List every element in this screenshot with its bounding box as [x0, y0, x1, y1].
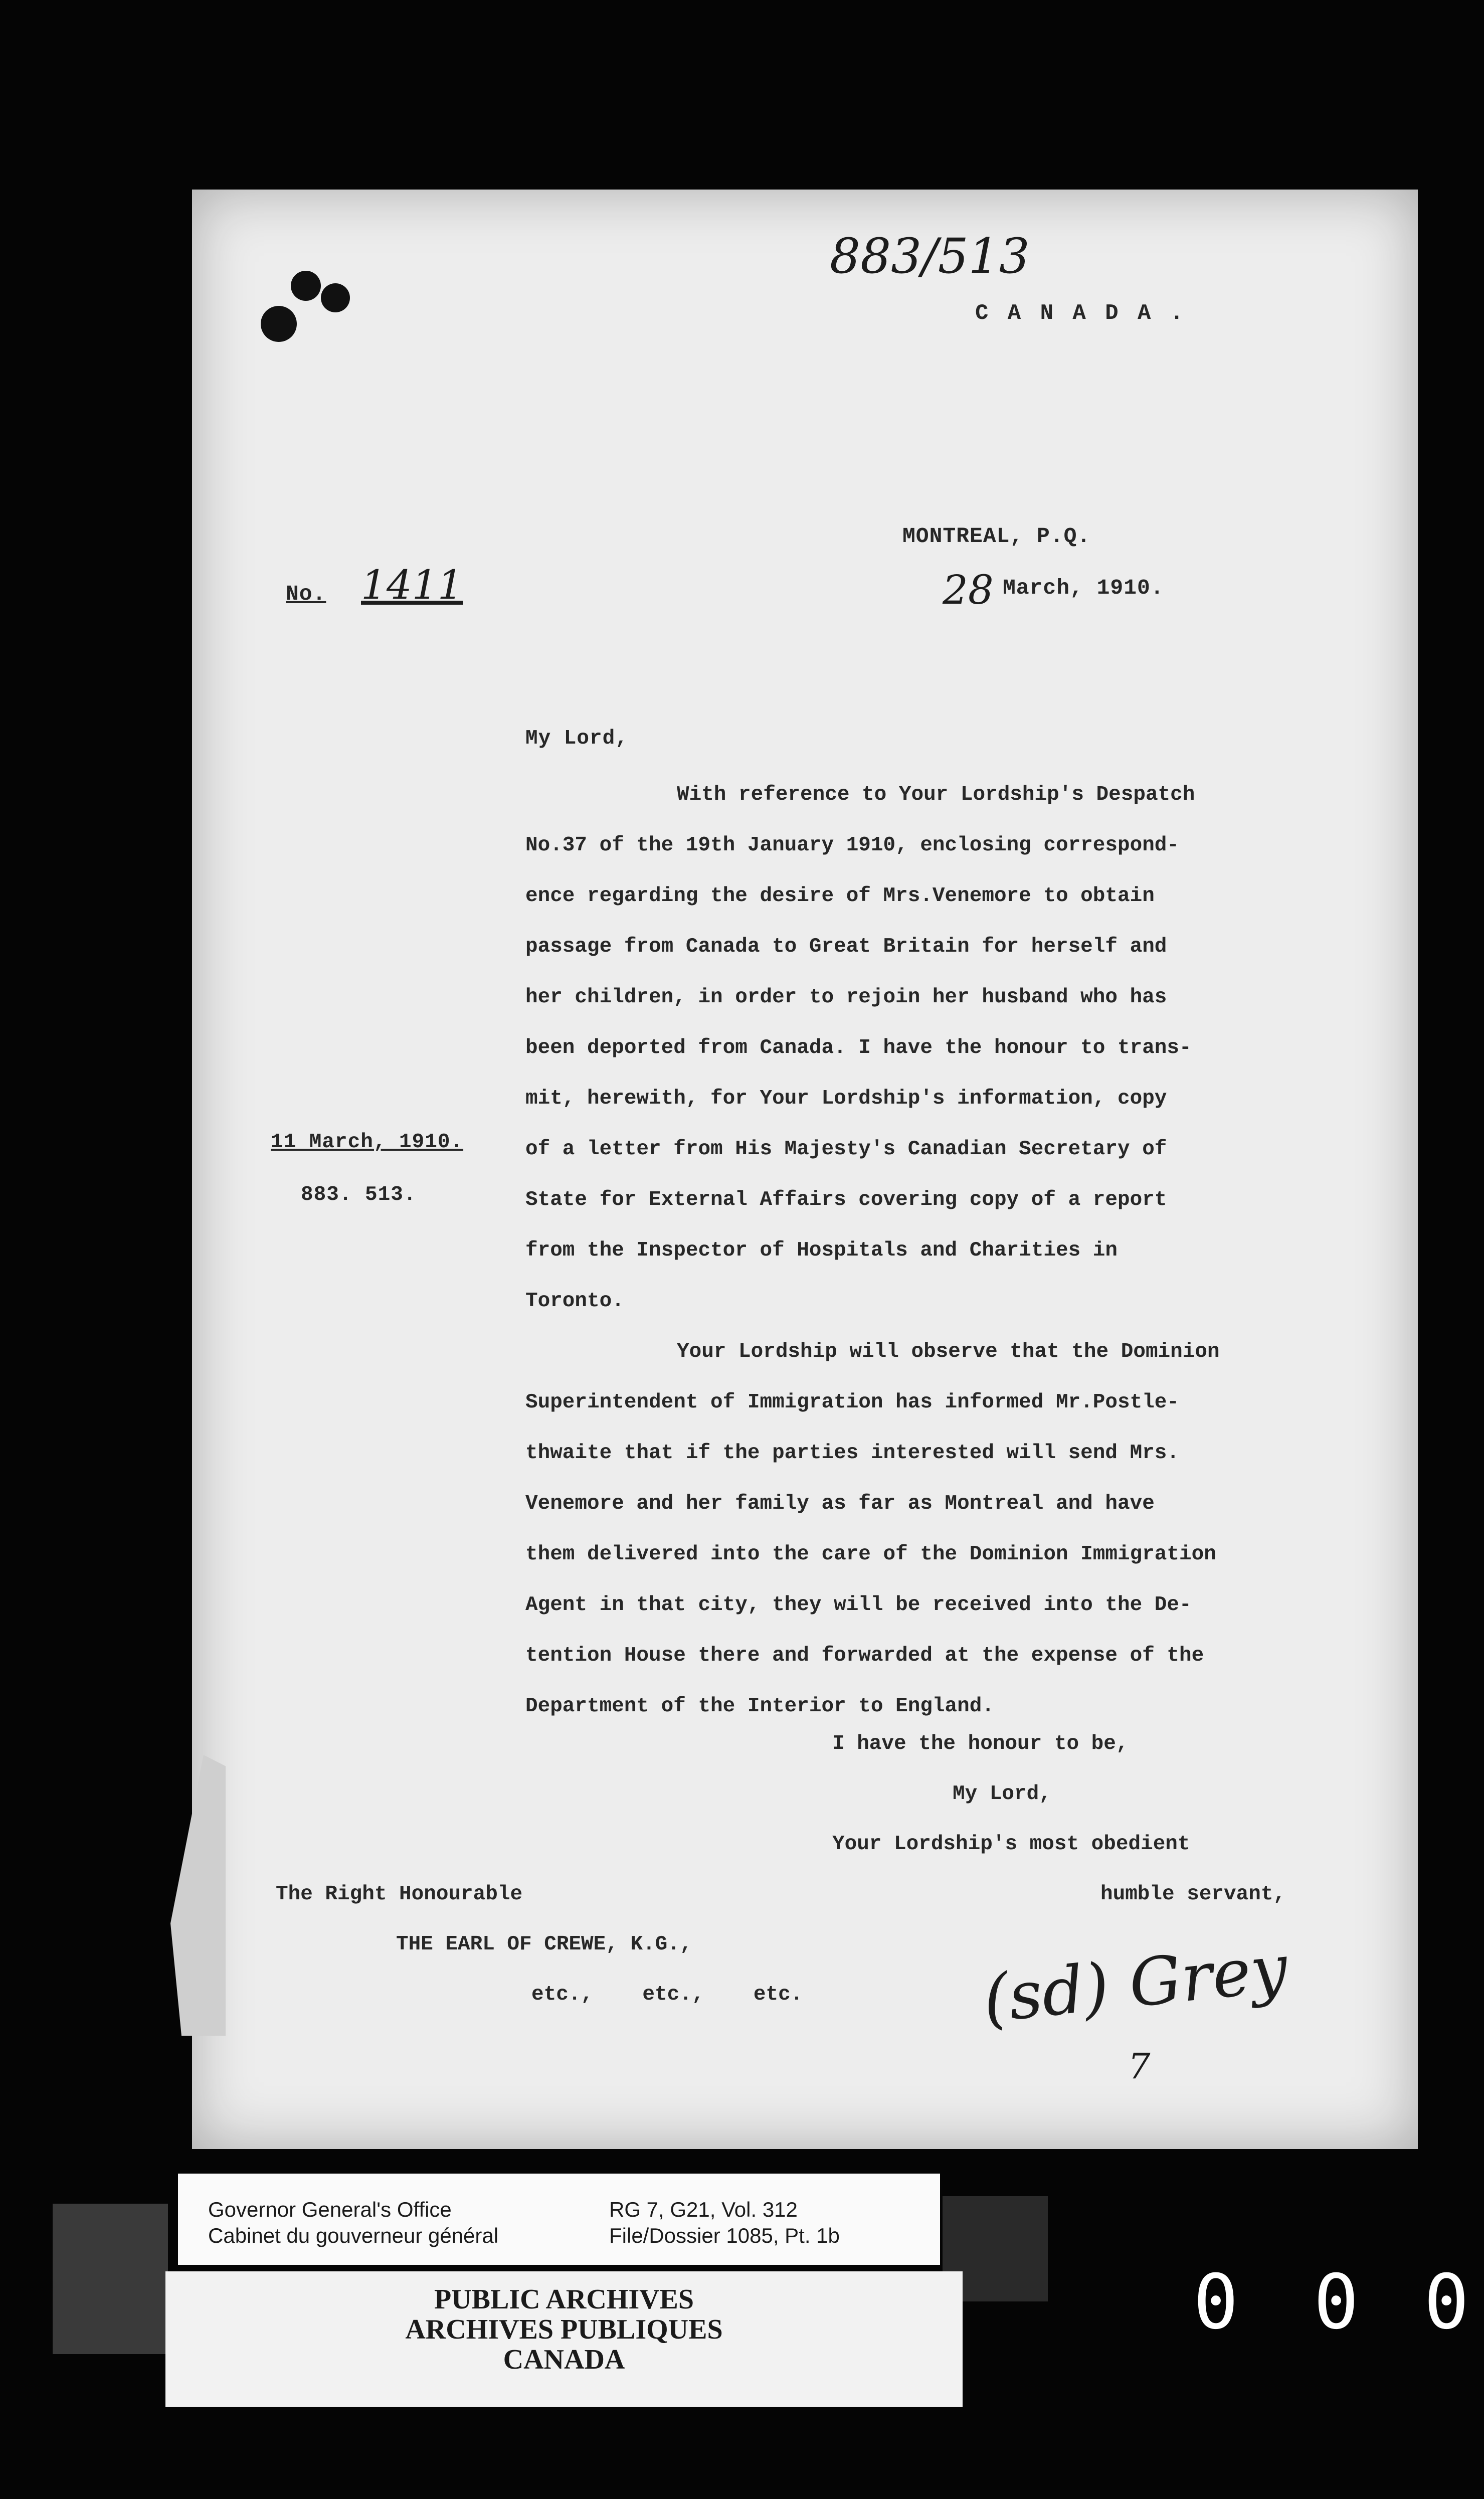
closing-line: Your Lordship's most obedient — [832, 1833, 1190, 1856]
punch-hole — [321, 283, 350, 312]
archive-reference-label — [178, 2174, 940, 2265]
body-line: passage from Canada to Great Britain for herself and — [525, 935, 1167, 958]
handwritten-mark: 7 — [1128, 2046, 1151, 2087]
body-line: State for External Affairs covering copy of a report — [525, 1188, 1167, 1211]
body-line: Venemore and her family as far as Montreal and have — [525, 1492, 1155, 1515]
despatch-number: 1411 — [361, 562, 463, 608]
archives-title-en: PUBLIC ARCHIVES — [434, 2284, 694, 2315]
body-line: With reference to Your Lordship's Despatch — [677, 783, 1195, 806]
body-line: ence regarding the desire of Mrs.Venemore to obtain — [525, 884, 1155, 908]
body-line: Agent in that city, they will be received into the De- — [525, 1593, 1192, 1617]
body-line: No.37 of the 19th January 1910, enclosing correspond- — [525, 834, 1180, 857]
office-english: Governor General's Office — [208, 2198, 452, 2221]
closing-line: My Lord, — [953, 1782, 1051, 1806]
body-line: been deported from Canada. I have the honour to trans- — [525, 1036, 1192, 1059]
salutation: My Lord, — [525, 727, 628, 750]
body-line: Department of the Interior to England. — [525, 1695, 994, 1718]
body-line: from the Inspector of Hospitals and Charities in — [525, 1239, 1118, 1262]
body-line: her children, in order to rejoin her husband who has — [525, 986, 1167, 1009]
torn-page-edge — [170, 1755, 226, 2036]
margin-note-ref: 883. 513. — [301, 1183, 417, 1206]
signature: (sd) Grey — [979, 1929, 1291, 2038]
body-line: Toronto. — [525, 1290, 624, 1313]
body-line: Superintendent of Immigration has informed Mr.Postle- — [525, 1391, 1180, 1414]
office-french: Cabinet du gouverneur général — [208, 2224, 499, 2247]
file-dossier: File/Dossier 1085, Pt. 1b — [609, 2224, 840, 2247]
closing-line: humble servant, — [1100, 1883, 1286, 1906]
file-number: 883/513 — [830, 228, 1030, 284]
body-line: of a letter from His Majesty's Canadian Secretary of — [525, 1138, 1167, 1161]
body-line: mit, herewith, for Your Lordship's information, copy — [525, 1087, 1167, 1110]
record-group: RG 7, G21, Vol. 312 — [609, 2198, 798, 2221]
addressee-line: The Right Honourable — [276, 1883, 523, 1906]
margin-note-date: 11 March, 1910. — [271, 1131, 464, 1154]
film-edge-block — [53, 2204, 168, 2354]
punch-hole — [261, 306, 297, 342]
despatch-number-label: No. — [286, 582, 326, 606]
body-line: them delivered into the care of the Dominion Immigration — [525, 1543, 1216, 1566]
punch-hole — [291, 271, 321, 301]
frame-counter-digit: 0 — [1424, 2259, 1469, 2346]
body-line: tention House there and forwarded at the expense of the — [525, 1644, 1204, 1667]
closing-line: I have the honour to be, — [832, 1732, 1129, 1755]
frame-counter-digit: 0 — [1314, 2259, 1359, 2346]
archives-title-country: CANADA — [503, 2344, 625, 2375]
letter-body — [525, 770, 1378, 1732]
letter-date: March, 1910. — [1003, 576, 1164, 600]
addressee-line: etc., etc., etc. — [531, 1983, 803, 2006]
letter-date-day: 28 — [943, 567, 994, 613]
letter-place: MONTREAL, P.Q. — [902, 524, 1091, 549]
body-line: Your Lordship will observe that the Dominion — [677, 1340, 1220, 1363]
archives-title-fr: ARCHIVES PUBLIQUES — [405, 2314, 723, 2345]
frame-counter-digit: 0 — [1193, 2259, 1239, 2346]
public-archives-stamp — [165, 2271, 963, 2407]
addressee-line: THE EARL OF CREWE, K.G., — [396, 1933, 692, 1956]
country-heading: C A N A D A . — [975, 301, 1187, 326]
body-line: thwaite that if the parties interested will send Mrs. — [525, 1442, 1180, 1465]
